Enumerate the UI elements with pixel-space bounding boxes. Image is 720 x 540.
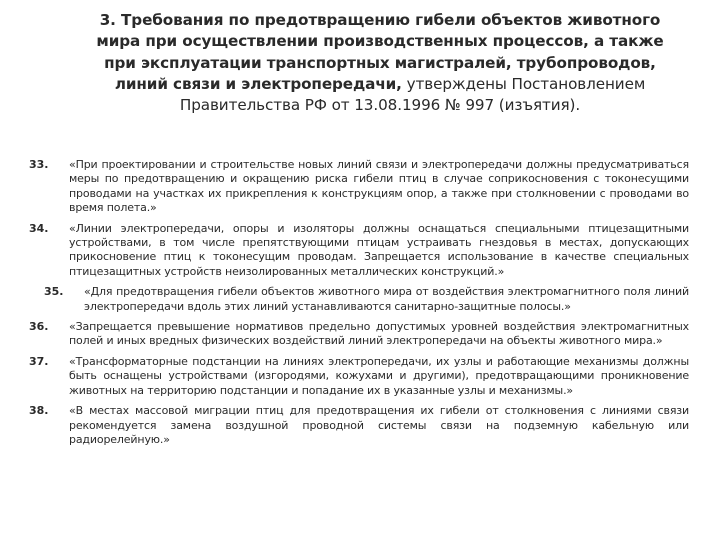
- item-number: 36.: [29, 320, 49, 334]
- item-number: 34.: [29, 221, 49, 235]
- item-text: «Трансформаторные подстанции на линиях электропередачи, их узлы и работающие механизмы должны быть оснащены устройствами (изгородями, кожухами и другими), предотвращающими проникновение животных на территорию подстанции и попадание их в указанные узлы и механизмы.»: [69, 354, 689, 397]
- item-text: «Линии электропередачи, опоры и изоляторы должны оснащаться специальными птицезащитными устройствами, в том числе препятствующими птицам устраивать гнездовья в местах, допускающих прикосновение птиц к токонесущим проводам. Запрещается использование в качестве специальных птицезащитных устройств неизолированных металлических конструкций.»: [69, 221, 689, 278]
- title-bold-part: 3. Требования по предотвращению гибели объектов животного мира при осуществлении производственных процессов, а также при эксплуатации транспортных магистралей, трубопроводов, линий связи и электропередачи,: [96, 11, 664, 93]
- item-text: «Для предотвращения гибели объектов животного мира от воздействия электромагнитного поля линий электропередачи вдоль этих линий устанавливаются санитарно-защитные полосы.»: [84, 285, 689, 313]
- item-number: 33.: [29, 158, 49, 171]
- list-item-34: [29, 222, 689, 280]
- list-item-33: [29, 158, 689, 216]
- item-number: 38.: [29, 404, 49, 418]
- item-text: «При проектировании и строительстве новых линий связи и электропередачи должны предусматриваться меры по предотвращению и окращению риска гибели птиц в случае соприкосновения с токонесущими проводами на участках их прикрепления к конструкциям опор, а также при столкновении с проводами во время полета.»: [69, 158, 689, 215]
- list-item-36: [29, 320, 689, 349]
- list-item-38: [29, 404, 689, 447]
- item-text: «Запрещается превышение нормативов предельно допустимых уровней воздействия электромагнитных полей и иных вредных физических воздействий линий электропередачи на объекты животного мира.»: [69, 320, 689, 348]
- page-title: [80, 10, 680, 116]
- list-item-35: [29, 285, 689, 314]
- requirements-list: [29, 158, 689, 447]
- list-item-37: [29, 355, 689, 398]
- item-number: 37.: [29, 354, 49, 368]
- item-number: 35.: [44, 285, 64, 299]
- title-normal-part: утверждены Постановлением Правительства РФ от 13.08.1996 № 997 (изъятия).: [179, 74, 646, 115]
- item-text: «В местах массовой миграции птиц для предотвращения их гибели от столкновения с линиями связи рекомендуется замена воздушной проводной системы связи на подземную кабельную или радиорелейную.»: [69, 404, 689, 446]
